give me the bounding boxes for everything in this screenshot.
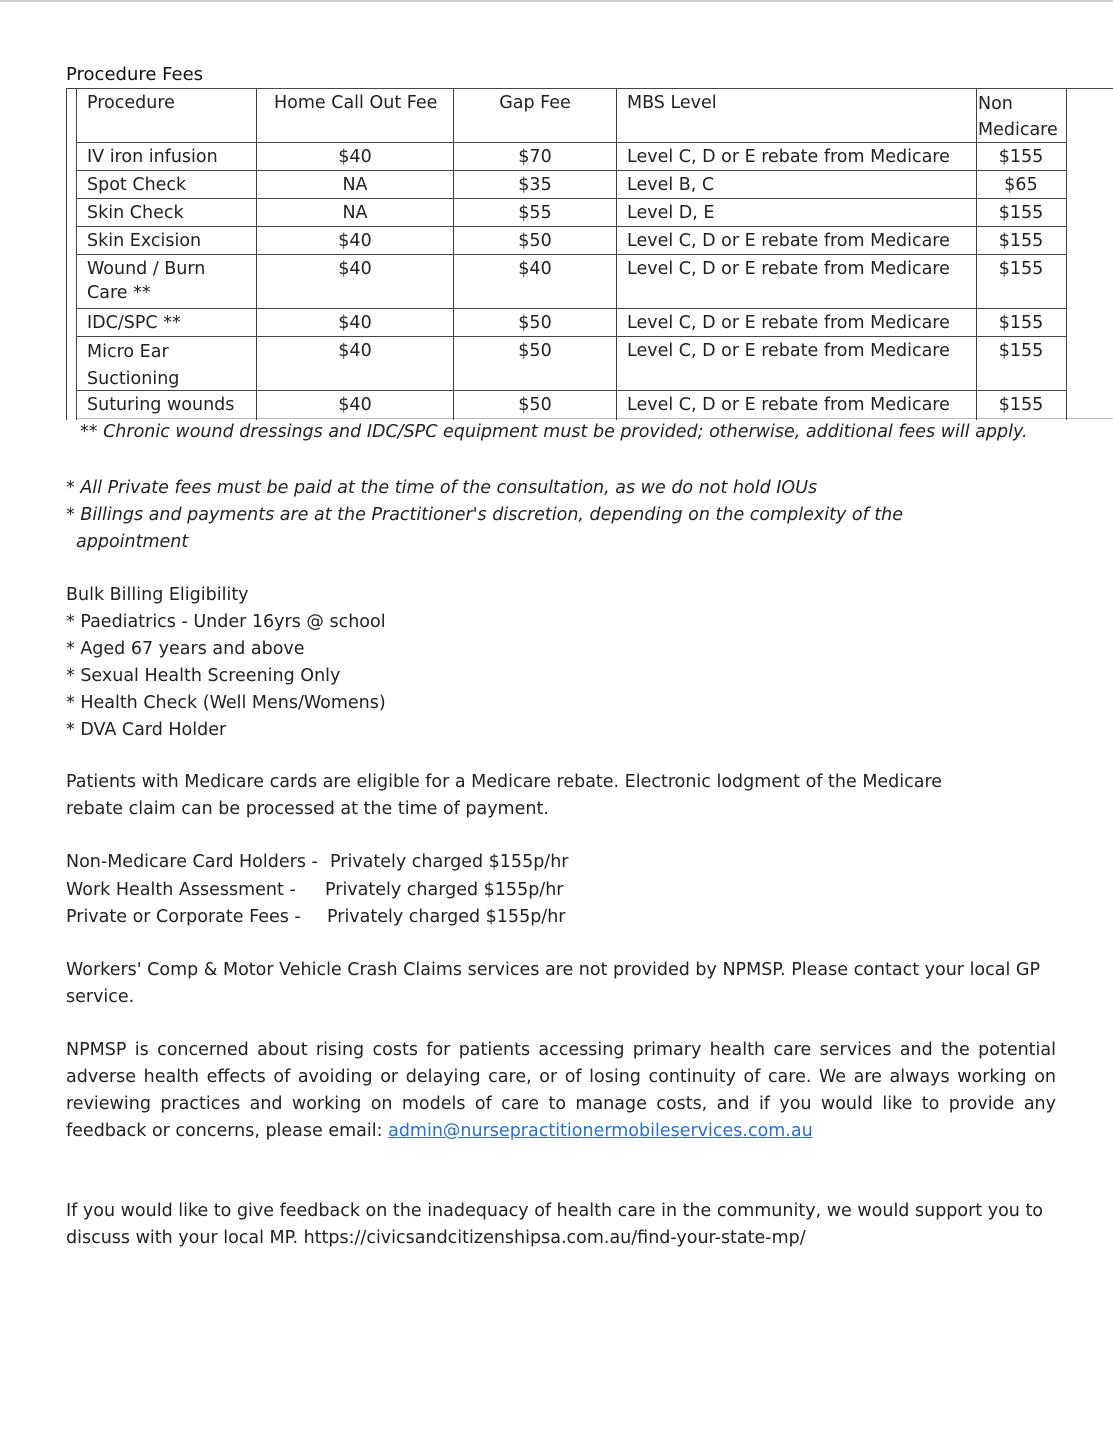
cell-procedure: IDC/SPC ** xyxy=(87,313,181,333)
note-line: * Billings and payments are at the Practitioner's discretion, depending on the complexity of the xyxy=(66,505,904,525)
workers-comp-paragraph: Workers' Comp & Motor Vehicle Crash Claims services are not provided by NPMSP. Please contact your local GP service. xyxy=(66,960,1041,1007)
top-divider xyxy=(0,0,1113,2)
list-item: * DVA Card Holder xyxy=(66,720,227,740)
table-border xyxy=(76,170,1066,171)
cell-non-medicare: $65 xyxy=(1004,175,1038,195)
table-border xyxy=(76,198,1066,199)
note-line: appointment xyxy=(76,532,189,552)
table-border xyxy=(256,88,257,420)
cell-procedure: Micro Ear Suctioning xyxy=(87,342,180,389)
cell-gap: $40 xyxy=(518,259,552,279)
cell-callout: $40 xyxy=(338,313,372,333)
cell-gap: $50 xyxy=(518,395,552,415)
list-item: * Sexual Health Screening Only xyxy=(66,666,341,686)
cell-mbs: Level C, D or E rebate from Medicare xyxy=(627,341,950,361)
charge-value: Privately charged $155p/hr xyxy=(325,880,564,900)
table-border xyxy=(76,336,1066,337)
cell-mbs: Level C, D or E rebate from Medicare xyxy=(627,259,950,279)
cell-non-medicare: $155 xyxy=(998,147,1044,167)
cell-gap: $50 xyxy=(518,313,552,333)
cell-gap: $70 xyxy=(518,147,552,167)
note-line: * All Private fees must be paid at the time of the consultation, as we do not hold IOUs xyxy=(66,478,818,498)
cell-non-medicare: $155 xyxy=(998,203,1044,223)
charge-label: Non-Medicare Card Holders - xyxy=(66,852,318,872)
cell-procedure: Wound / Burn Care ** xyxy=(87,259,206,303)
bulk-billing-section xyxy=(66,582,386,744)
charge-label: Private or Corporate Fees - xyxy=(66,907,301,927)
table-footnote: ** Chronic wound dressings and IDC/SPC equipment must be provided; otherwise, additional fees will apply. xyxy=(80,422,1028,442)
cell-mbs: Level C, D or E rebate from Medicare xyxy=(627,147,950,167)
cost-concern-paragraph xyxy=(66,1037,1056,1145)
cell-non-medicare: $155 xyxy=(998,395,1044,415)
list-item: * Aged 67 years and above xyxy=(66,639,305,659)
cell-mbs: Level C, D or E rebate from Medicare xyxy=(627,395,950,415)
private-fee-notes xyxy=(66,475,903,556)
cell-mbs: Level C, D or E rebate from Medicare xyxy=(627,313,950,333)
table-border xyxy=(76,88,77,420)
header-non-medicare: Non Medicare xyxy=(978,94,1058,140)
cell-callout: $40 xyxy=(338,147,372,167)
email-link[interactable]: admin@nursepractitionermobileservices.com.au xyxy=(388,1121,813,1141)
cell-mbs: Level C, D or E rebate from Medicare xyxy=(627,231,950,251)
header-callout-fee: Home Call Out Fee xyxy=(274,93,438,113)
table-border xyxy=(616,88,617,420)
table-border xyxy=(976,88,977,420)
charge-value: Privately charged $155p/hr xyxy=(327,907,566,927)
cell-callout: NA xyxy=(342,175,368,195)
cell-procedure: Suturing wounds xyxy=(87,395,235,415)
medicare-rebate-paragraph: Patients with Medicare cards are eligible for a Medicare rebate. Electronic lodgment of the Medicare rebate claim can be processed at the time of payment. xyxy=(66,772,943,819)
cell-callout: $40 xyxy=(338,259,372,279)
cell-callout: NA xyxy=(342,203,368,223)
cell-procedure: Skin Excision xyxy=(87,231,202,251)
table-border xyxy=(1066,88,1067,420)
cell-non-medicare: $155 xyxy=(998,259,1044,279)
private-charge-row xyxy=(66,849,569,876)
bulk-billing-title: Bulk Billing Eligibility xyxy=(66,585,249,605)
list-item: * Paediatrics - Under 16yrs @ school xyxy=(66,612,386,632)
table-border xyxy=(453,88,454,420)
table-border xyxy=(978,88,1113,89)
charge-value: Privately charged $155p/hr xyxy=(330,852,569,872)
private-charge-row xyxy=(66,877,564,904)
charge-label: Work Health Assessment - xyxy=(66,880,296,900)
table-border xyxy=(66,88,978,89)
cell-callout: $40 xyxy=(338,231,372,251)
cell-non-medicare: $155 xyxy=(998,341,1044,361)
concern-text: NPMSP is concerned about rising costs for patients accessing primary health care services and the potential adverse health effects of avoiding or delaying care, or of losing continuity of care. We are always working on reviewing practices and working on models of care to manage costs, and if you would like to provide any feedback or concerns, please email: xyxy=(66,1040,1056,1141)
cell-gap: $50 xyxy=(518,341,552,361)
cell-non-medicare: $155 xyxy=(998,313,1044,333)
cell-gap: $35 xyxy=(518,175,552,195)
cell-procedure: Spot Check xyxy=(87,175,187,195)
header-mbs-level: MBS Level xyxy=(627,93,717,113)
procedure-fees-table xyxy=(0,88,1113,420)
table-border xyxy=(76,142,1066,143)
header-gap-fee: Gap Fee xyxy=(499,93,571,113)
table-border xyxy=(76,418,1113,419)
cell-callout: $40 xyxy=(338,341,372,361)
list-item: * Health Check (Well Mens/Womens) xyxy=(66,693,386,713)
cell-callout: $40 xyxy=(338,395,372,415)
cell-gap: $50 xyxy=(518,231,552,251)
cell-non-medicare: $155 xyxy=(998,231,1044,251)
table-border xyxy=(76,308,1066,309)
private-charge-row xyxy=(66,904,566,931)
cell-procedure: IV iron infusion xyxy=(87,147,218,167)
cell-mbs: Level D, E xyxy=(627,203,715,223)
header-procedure: Procedure xyxy=(87,93,175,113)
cell-gap: $55 xyxy=(518,203,552,223)
table-border xyxy=(76,390,1066,391)
table-border xyxy=(76,226,1066,227)
table-border xyxy=(66,88,67,420)
page-title: Procedure Fees xyxy=(66,64,204,85)
cell-procedure: Skin Check xyxy=(87,203,184,223)
cell-mbs: Level B, C xyxy=(627,175,715,195)
table-border xyxy=(76,254,1066,255)
feedback-paragraph: If you would like to give feedback on the inadequacy of health care in the community, we would support you to discuss with your local MP. https://civicsandcitizenshipsa.com.au/find-your-state-mp/ xyxy=(66,1201,1044,1248)
